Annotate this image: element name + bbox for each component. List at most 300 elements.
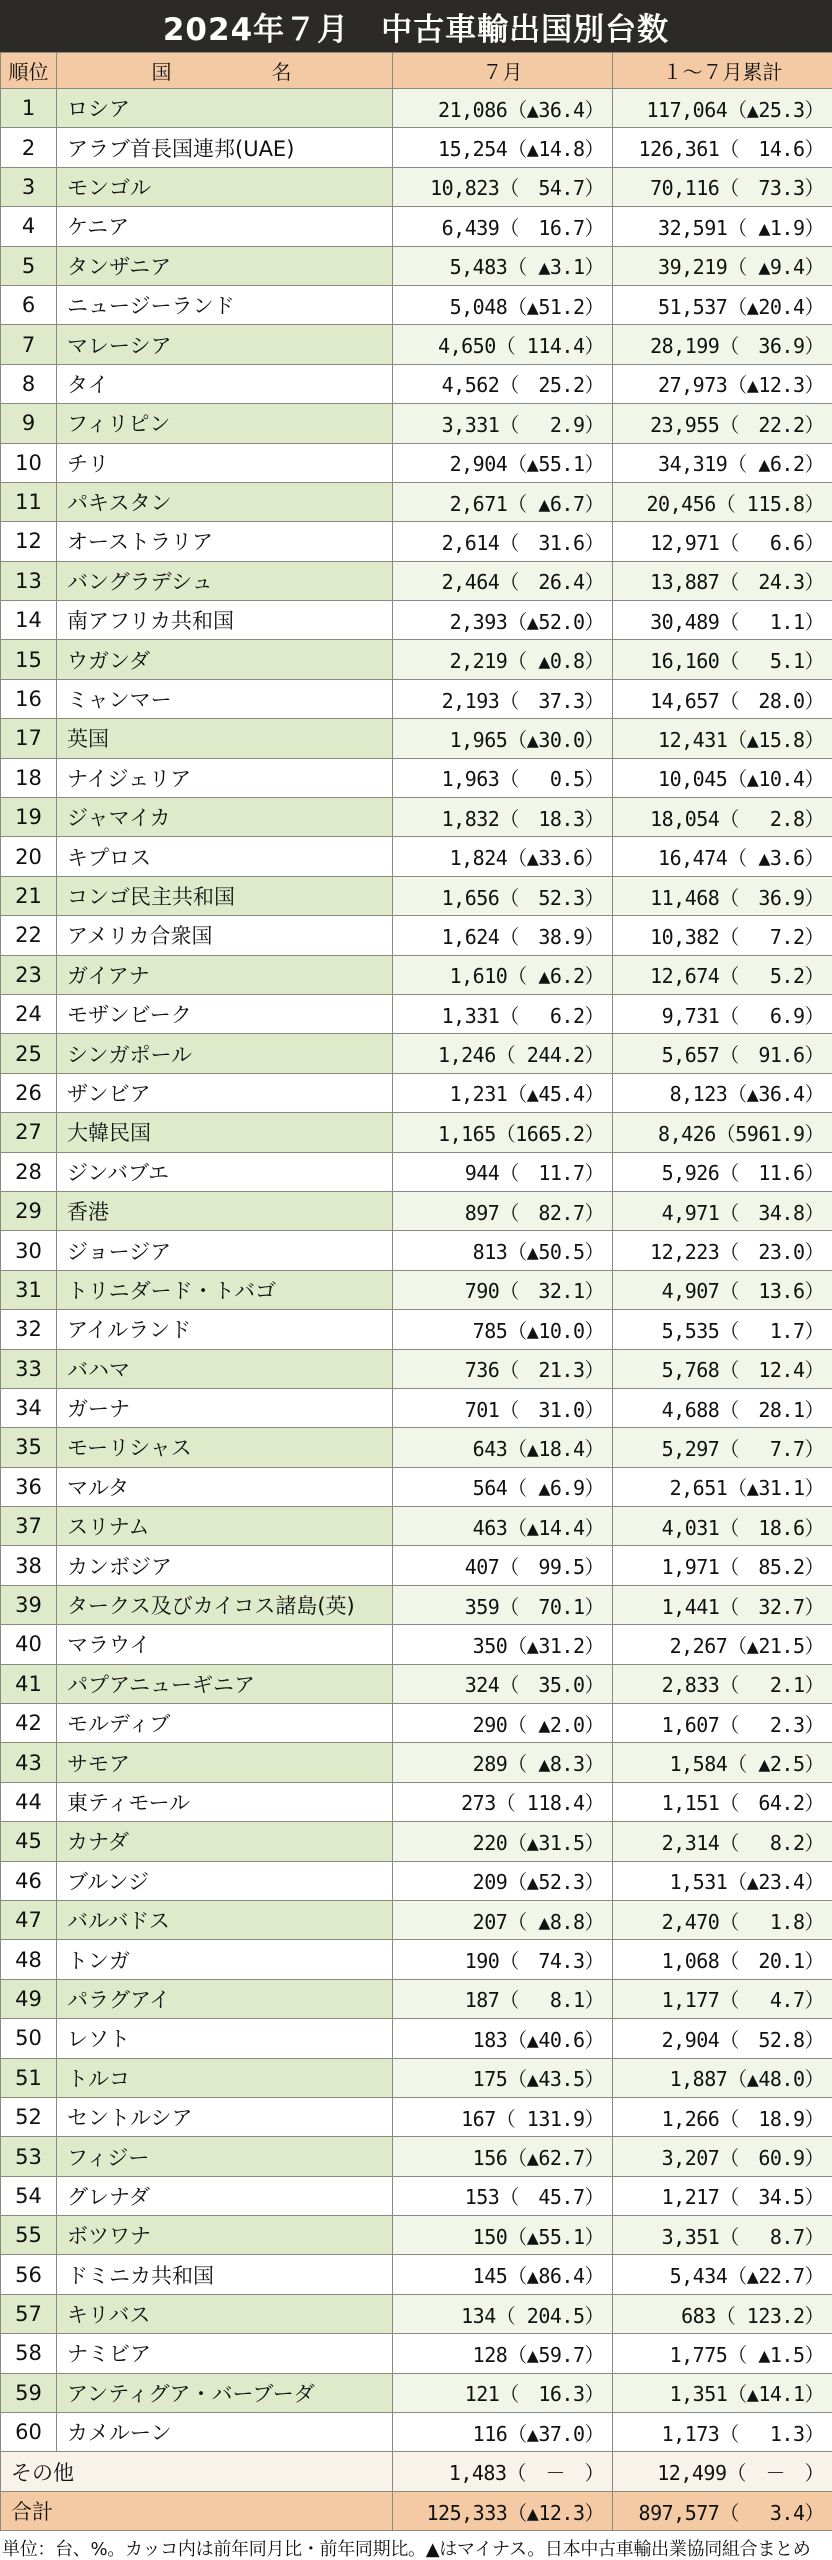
country-cell: パラグアイ bbox=[57, 1979, 393, 2018]
country-cell: マルタ bbox=[57, 1467, 393, 1506]
month-cell: 1,624（ 38.9） bbox=[393, 916, 613, 955]
table-row bbox=[1, 2334, 832, 2373]
rank-cell: 18 bbox=[1, 758, 57, 797]
country-cell: トンガ bbox=[57, 1940, 393, 1979]
country-cell: チリ bbox=[57, 443, 393, 482]
country-cell: マレーシア bbox=[57, 325, 393, 364]
cumulative-cell: 3,351（ 8.7） bbox=[613, 2216, 832, 2255]
table-row bbox=[1, 89, 832, 128]
table-row bbox=[1, 758, 832, 797]
table-row bbox=[1, 601, 832, 640]
cumulative-cell: 1,151（ 64.2） bbox=[613, 1782, 832, 1821]
table-body bbox=[1, 89, 832, 2452]
country-cell: タイ bbox=[57, 364, 393, 403]
month-cell: 289（ ▲8.3） bbox=[393, 1743, 613, 1782]
cumulative-cell: 5,535（ 1.7） bbox=[613, 1310, 832, 1349]
country-cell: トルコ bbox=[57, 2058, 393, 2097]
table-row bbox=[1, 1900, 832, 1939]
cumulative-cell: 4,907（ 13.6） bbox=[613, 1270, 832, 1309]
rank-cell: 37 bbox=[1, 1507, 57, 1546]
rank-cell: 47 bbox=[1, 1900, 57, 1939]
table-row bbox=[1, 994, 832, 1033]
country-cell: ロシア bbox=[57, 89, 393, 128]
rank-cell: 22 bbox=[1, 916, 57, 955]
header-country: 国 名 bbox=[57, 53, 393, 89]
cumulative-cell: 1,351（▲14.1） bbox=[613, 2373, 832, 2412]
table-row bbox=[1, 1979, 832, 2018]
table-row bbox=[1, 2058, 832, 2097]
cumulative-cell: 5,297（ 7.7） bbox=[613, 1428, 832, 1467]
month-cell: 1,656（ 52.3） bbox=[393, 876, 613, 915]
country-cell: スリナム bbox=[57, 1507, 393, 1546]
rank-cell: 50 bbox=[1, 2019, 57, 2058]
table-row bbox=[1, 1231, 832, 1270]
table-row bbox=[1, 128, 832, 167]
country-cell: フィリピン bbox=[57, 404, 393, 443]
cumulative-cell: 1,173（ 1.3） bbox=[613, 2413, 832, 2452]
country-cell: ジャマイカ bbox=[57, 798, 393, 837]
table-row bbox=[1, 246, 832, 285]
cumulative-cell: 1,266（ 18.9） bbox=[613, 2097, 832, 2136]
table-row bbox=[1, 719, 832, 758]
rank-cell: 39 bbox=[1, 1585, 57, 1624]
month-cell: 6,439（ 16.7） bbox=[393, 207, 613, 246]
country-cell: 香港 bbox=[57, 1191, 393, 1230]
month-cell: 220（▲31.5） bbox=[393, 1822, 613, 1861]
country-cell: タークス及びカイコス諸島(英) bbox=[57, 1585, 393, 1624]
month-cell: 463（▲14.4） bbox=[393, 1507, 613, 1546]
other-label: その他 bbox=[1, 2452, 393, 2491]
month-cell: 15,254（▲14.8） bbox=[393, 128, 613, 167]
rank-cell: 29 bbox=[1, 1191, 57, 1230]
table-header-row bbox=[1, 53, 832, 89]
country-cell: ミャンマー bbox=[57, 679, 393, 718]
country-cell: ジョージア bbox=[57, 1231, 393, 1270]
rank-cell: 46 bbox=[1, 1861, 57, 1900]
rank-cell: 26 bbox=[1, 1073, 57, 1112]
country-cell: マラウイ bbox=[57, 1625, 393, 1664]
table-row bbox=[1, 207, 832, 246]
table-row bbox=[1, 443, 832, 482]
country-cell: パプアニューギニア bbox=[57, 1664, 393, 1703]
rank-cell: 40 bbox=[1, 1625, 57, 1664]
cumulative-cell: 2,904（ 52.8） bbox=[613, 2019, 832, 2058]
table-row bbox=[1, 1664, 832, 1703]
rank-cell: 38 bbox=[1, 1546, 57, 1585]
country-cell: ザンビア bbox=[57, 1073, 393, 1112]
other-cumulative: 12,499（ － ） bbox=[613, 2452, 832, 2491]
month-cell: 134（ 204.5） bbox=[393, 2294, 613, 2333]
month-cell: 944（ 11.7） bbox=[393, 1152, 613, 1191]
cumulative-cell: 39,219（ ▲9.4） bbox=[613, 246, 832, 285]
month-cell: 1,165（1665.2） bbox=[393, 1113, 613, 1152]
month-cell: 4,562（ 25.2） bbox=[393, 364, 613, 403]
rank-cell: 3 bbox=[1, 167, 57, 206]
month-cell: 736（ 21.3） bbox=[393, 1349, 613, 1388]
table-row bbox=[1, 1428, 832, 1467]
month-cell: 121（ 16.3） bbox=[393, 2373, 613, 2412]
rank-cell: 58 bbox=[1, 2334, 57, 2373]
other-row bbox=[1, 2452, 832, 2491]
table-row bbox=[1, 1585, 832, 1624]
rank-cell: 4 bbox=[1, 207, 57, 246]
cumulative-cell: 18,054（ 2.8） bbox=[613, 798, 832, 837]
month-cell: 1,246（ 244.2） bbox=[393, 1034, 613, 1073]
table-row bbox=[1, 2137, 832, 2176]
table-row bbox=[1, 2294, 832, 2333]
rank-cell: 19 bbox=[1, 798, 57, 837]
cumulative-cell: 4,688（ 28.1） bbox=[613, 1388, 832, 1427]
table-row bbox=[1, 2413, 832, 2452]
month-cell: 209（▲52.3） bbox=[393, 1861, 613, 1900]
month-cell: 2,219（ ▲0.8） bbox=[393, 640, 613, 679]
rank-cell: 56 bbox=[1, 2255, 57, 2294]
cumulative-cell: 13,887（ 24.3） bbox=[613, 561, 832, 600]
month-cell: 153（ 45.7） bbox=[393, 2176, 613, 2215]
cumulative-cell: 12,674（ 5.2） bbox=[613, 955, 832, 994]
cumulative-cell: 34,319（ ▲6.2） bbox=[613, 443, 832, 482]
rank-cell: 2 bbox=[1, 128, 57, 167]
table-row bbox=[1, 2373, 832, 2412]
month-cell: 2,193（ 37.3） bbox=[393, 679, 613, 718]
month-cell: 156（▲62.7） bbox=[393, 2137, 613, 2176]
country-cell: カナダ bbox=[57, 1822, 393, 1861]
cumulative-cell: 16,160（ 5.1） bbox=[613, 640, 832, 679]
country-cell: シンガポール bbox=[57, 1034, 393, 1073]
cumulative-cell: 1,775（ ▲1.5） bbox=[613, 2334, 832, 2373]
rank-cell: 35 bbox=[1, 1428, 57, 1467]
cumulative-cell: 1,068（ 20.1） bbox=[613, 1940, 832, 1979]
month-cell: 359（ 70.1） bbox=[393, 1585, 613, 1624]
table-row bbox=[1, 1467, 832, 1506]
rank-cell: 20 bbox=[1, 837, 57, 876]
month-cell: 145（▲86.4） bbox=[393, 2255, 613, 2294]
rank-cell: 36 bbox=[1, 1467, 57, 1506]
country-cell: アンティグア・バーブーダ bbox=[57, 2373, 393, 2412]
table-row bbox=[1, 1861, 832, 1900]
rank-cell: 48 bbox=[1, 1940, 57, 1979]
country-cell: ナミビア bbox=[57, 2334, 393, 2373]
table-row bbox=[1, 1782, 832, 1821]
country-cell: モザンビーク bbox=[57, 994, 393, 1033]
cumulative-cell: 126,361（ 14.6） bbox=[613, 128, 832, 167]
header-cumulative: １～７月累計 bbox=[613, 53, 832, 89]
cumulative-cell: 2,314（ 8.2） bbox=[613, 1822, 832, 1861]
cumulative-cell: 1,177（ 4.7） bbox=[613, 1979, 832, 2018]
month-cell: 564（ ▲6.9） bbox=[393, 1467, 613, 1506]
table-row bbox=[1, 2255, 832, 2294]
rank-cell: 17 bbox=[1, 719, 57, 758]
rank-cell: 11 bbox=[1, 482, 57, 521]
country-cell: 東ティモール bbox=[57, 1782, 393, 1821]
cumulative-cell: 683（ 123.2） bbox=[613, 2294, 832, 2333]
table-row bbox=[1, 404, 832, 443]
table-row bbox=[1, 2176, 832, 2215]
cumulative-cell: 12,431（▲15.8） bbox=[613, 719, 832, 758]
month-cell: 290（ ▲2.0） bbox=[393, 1704, 613, 1743]
table-row bbox=[1, 1152, 832, 1191]
table-row bbox=[1, 1270, 832, 1309]
country-cell: ナイジェリア bbox=[57, 758, 393, 797]
month-cell: 2,464（ 26.4） bbox=[393, 561, 613, 600]
rank-cell: 55 bbox=[1, 2216, 57, 2255]
month-cell: 273（ 118.4） bbox=[393, 1782, 613, 1821]
month-cell: 128（▲59.7） bbox=[393, 2334, 613, 2373]
table-row bbox=[1, 1191, 832, 1230]
table-row bbox=[1, 1507, 832, 1546]
cumulative-cell: 12,223（ 23.0） bbox=[613, 1231, 832, 1270]
country-cell: アメリカ合衆国 bbox=[57, 916, 393, 955]
cumulative-cell: 51,537（▲20.4） bbox=[613, 285, 832, 324]
table-row bbox=[1, 1940, 832, 1979]
month-cell: 167（ 131.9） bbox=[393, 2097, 613, 2136]
other-month: 1,483（ － ） bbox=[393, 2452, 613, 2491]
cumulative-cell: 27,973（▲12.3） bbox=[613, 364, 832, 403]
table-row bbox=[1, 640, 832, 679]
cumulative-cell: 30,489（ 1.1） bbox=[613, 601, 832, 640]
cumulative-cell: 32,591（ ▲1.9） bbox=[613, 207, 832, 246]
month-cell: 897（ 82.7） bbox=[393, 1191, 613, 1230]
cumulative-cell: 16,474（ ▲3.6） bbox=[613, 837, 832, 876]
rank-cell: 27 bbox=[1, 1113, 57, 1152]
rank-cell: 24 bbox=[1, 994, 57, 1033]
rank-cell: 13 bbox=[1, 561, 57, 600]
cumulative-cell: 1,217（ 34.5） bbox=[613, 2176, 832, 2215]
cumulative-cell: 1,607（ 2.3） bbox=[613, 1704, 832, 1743]
rank-cell: 6 bbox=[1, 285, 57, 324]
month-cell: 207（ ▲8.8） bbox=[393, 1900, 613, 1939]
table-row bbox=[1, 1625, 832, 1664]
table-row bbox=[1, 1034, 832, 1073]
month-cell: 183（▲40.6） bbox=[393, 2019, 613, 2058]
cumulative-cell: 1,584（ ▲2.5） bbox=[613, 1743, 832, 1782]
country-cell: モンゴル bbox=[57, 167, 393, 206]
country-cell: パキスタン bbox=[57, 482, 393, 521]
table-row bbox=[1, 2216, 832, 2255]
month-cell: 2,671（ ▲6.7） bbox=[393, 482, 613, 521]
total-cumulative: 897,577（ 3.4） bbox=[613, 2491, 832, 2530]
rank-cell: 30 bbox=[1, 1231, 57, 1270]
country-cell: レソト bbox=[57, 2019, 393, 2058]
cumulative-cell: 2,470（ 1.8） bbox=[613, 1900, 832, 1939]
rank-cell: 1 bbox=[1, 89, 57, 128]
total-label: 合計 bbox=[1, 2491, 393, 2530]
cumulative-cell: 1,971（ 85.2） bbox=[613, 1546, 832, 1585]
rank-cell: 43 bbox=[1, 1743, 57, 1782]
table-row bbox=[1, 1546, 832, 1585]
rank-cell: 28 bbox=[1, 1152, 57, 1191]
country-cell: セントルシア bbox=[57, 2097, 393, 2136]
table-row bbox=[1, 522, 832, 561]
rank-cell: 25 bbox=[1, 1034, 57, 1073]
country-cell: モルディブ bbox=[57, 1704, 393, 1743]
country-cell: ウガンダ bbox=[57, 640, 393, 679]
table-row bbox=[1, 1073, 832, 1112]
month-cell: 21,086（▲36.4） bbox=[393, 89, 613, 128]
rank-cell: 42 bbox=[1, 1704, 57, 1743]
rank-cell: 7 bbox=[1, 325, 57, 364]
table-row bbox=[1, 798, 832, 837]
month-cell: 3,331（ 2.9） bbox=[393, 404, 613, 443]
country-cell: ガイアナ bbox=[57, 955, 393, 994]
table-row bbox=[1, 1113, 832, 1152]
country-cell: キプロス bbox=[57, 837, 393, 876]
cumulative-cell: 11,468（ 36.9） bbox=[613, 876, 832, 915]
month-cell: 1,231（▲45.4） bbox=[393, 1073, 613, 1112]
rank-cell: 8 bbox=[1, 364, 57, 403]
country-cell: ニュージーランド bbox=[57, 285, 393, 324]
country-cell: コンゴ民主共和国 bbox=[57, 876, 393, 915]
month-cell: 175（▲43.5） bbox=[393, 2058, 613, 2097]
rank-cell: 9 bbox=[1, 404, 57, 443]
rank-cell: 54 bbox=[1, 2176, 57, 2215]
cumulative-cell: 4,971（ 34.8） bbox=[613, 1191, 832, 1230]
month-cell: 2,904（▲55.1） bbox=[393, 443, 613, 482]
rank-cell: 45 bbox=[1, 1822, 57, 1861]
month-cell: 350（▲31.2） bbox=[393, 1625, 613, 1664]
rank-cell: 44 bbox=[1, 1782, 57, 1821]
rank-cell: 33 bbox=[1, 1349, 57, 1388]
country-cell: バングラデシュ bbox=[57, 561, 393, 600]
table-row bbox=[1, 364, 832, 403]
cumulative-cell: 4,031（ 18.6） bbox=[613, 1507, 832, 1546]
rank-cell: 14 bbox=[1, 601, 57, 640]
table-row bbox=[1, 955, 832, 994]
country-cell: バルバドス bbox=[57, 1900, 393, 1939]
cumulative-cell: 1,887（▲48.0） bbox=[613, 2058, 832, 2097]
rank-cell: 32 bbox=[1, 1310, 57, 1349]
month-cell: 813（▲50.5） bbox=[393, 1231, 613, 1270]
table-row bbox=[1, 1704, 832, 1743]
cumulative-cell: 12,971（ 6.6） bbox=[613, 522, 832, 561]
country-cell: ケニア bbox=[57, 207, 393, 246]
country-cell: 南アフリカ共和国 bbox=[57, 601, 393, 640]
month-cell: 5,483（ ▲3.1） bbox=[393, 246, 613, 285]
rank-cell: 34 bbox=[1, 1388, 57, 1427]
month-cell: 5,048（▲51.2） bbox=[393, 285, 613, 324]
country-cell: トリニダード・トバゴ bbox=[57, 1270, 393, 1309]
header-month: ７月 bbox=[393, 53, 613, 89]
cumulative-cell: 8,123（▲36.4） bbox=[613, 1073, 832, 1112]
country-cell: 英国 bbox=[57, 719, 393, 758]
table-row bbox=[1, 285, 832, 324]
month-cell: 150（▲55.1） bbox=[393, 2216, 613, 2255]
rank-cell: 15 bbox=[1, 640, 57, 679]
cumulative-cell: 3,207（ 60.9） bbox=[613, 2137, 832, 2176]
table-row bbox=[1, 1388, 832, 1427]
table-row bbox=[1, 2097, 832, 2136]
country-cell: タンザニア bbox=[57, 246, 393, 285]
cumulative-cell: 20,456（ 115.8） bbox=[613, 482, 832, 521]
month-cell: 1,610（ ▲6.2） bbox=[393, 955, 613, 994]
cumulative-cell: 5,434（▲22.7） bbox=[613, 2255, 832, 2294]
country-cell: キリバス bbox=[57, 2294, 393, 2333]
country-cell: カメルーン bbox=[57, 2413, 393, 2452]
month-cell: 4,650（ 114.4） bbox=[393, 325, 613, 364]
table-row bbox=[1, 916, 832, 955]
footnote: 単位：台、%。カッコ内は前年同月比・前年同期比。▲はマイナス。日本中古車輸出業協同組合まとめ bbox=[2, 2539, 811, 2560]
rank-cell: 52 bbox=[1, 2097, 57, 2136]
cumulative-cell: 1,441（ 32.7） bbox=[613, 1585, 832, 1624]
month-cell: 785（▲10.0） bbox=[393, 1310, 613, 1349]
cumulative-cell: 2,267（▲21.5） bbox=[613, 1625, 832, 1664]
table-row bbox=[1, 561, 832, 600]
table-row bbox=[1, 1310, 832, 1349]
table-row bbox=[1, 167, 832, 206]
country-cell: グレナダ bbox=[57, 2176, 393, 2215]
total-row bbox=[1, 2491, 832, 2530]
country-cell: モーリシャス bbox=[57, 1428, 393, 1467]
month-cell: 643（▲18.4） bbox=[393, 1428, 613, 1467]
cumulative-cell: 2,651（▲31.1） bbox=[613, 1467, 832, 1506]
month-cell: 1,331（ 6.2） bbox=[393, 994, 613, 1033]
table-row bbox=[1, 2019, 832, 2058]
table-row bbox=[1, 325, 832, 364]
month-cell: 187（ 8.1） bbox=[393, 1979, 613, 2018]
month-cell: 2,393（▲52.0） bbox=[393, 601, 613, 640]
country-cell: オーストラリア bbox=[57, 522, 393, 561]
rank-cell: 51 bbox=[1, 2058, 57, 2097]
cumulative-cell: 10,045（▲10.4） bbox=[613, 758, 832, 797]
country-cell: フィジー bbox=[57, 2137, 393, 2176]
cumulative-cell: 5,657（ 91.6） bbox=[613, 1034, 832, 1073]
table-row bbox=[1, 679, 832, 718]
cumulative-cell: 70,116（ 73.3） bbox=[613, 167, 832, 206]
rank-cell: 5 bbox=[1, 246, 57, 285]
month-cell: 1,963（ 0.5） bbox=[393, 758, 613, 797]
cumulative-cell: 23,955（ 22.2） bbox=[613, 404, 832, 443]
month-cell: 324（ 35.0） bbox=[393, 1664, 613, 1703]
cumulative-cell: 2,833（ 2.1） bbox=[613, 1664, 832, 1703]
table-row bbox=[1, 876, 832, 915]
month-cell: 1,832（ 18.3） bbox=[393, 798, 613, 837]
cumulative-cell: 8,426（5961.9） bbox=[613, 1113, 832, 1152]
rank-cell: 10 bbox=[1, 443, 57, 482]
month-cell: 790（ 32.1） bbox=[393, 1270, 613, 1309]
month-cell: 116（▲37.0） bbox=[393, 2413, 613, 2452]
cumulative-cell: 117,064（▲25.3） bbox=[613, 89, 832, 128]
country-cell: ジンバブエ bbox=[57, 1152, 393, 1191]
cumulative-cell: 28,199（ 36.9） bbox=[613, 325, 832, 364]
cumulative-cell: 5,768（ 12.4） bbox=[613, 1349, 832, 1388]
country-cell: ガーナ bbox=[57, 1388, 393, 1427]
month-cell: 701（ 31.0） bbox=[393, 1388, 613, 1427]
cumulative-cell: 10,382（ 7.2） bbox=[613, 916, 832, 955]
table-row bbox=[1, 1743, 832, 1782]
month-cell: 2,614（ 31.6） bbox=[393, 522, 613, 561]
rank-cell: 12 bbox=[1, 522, 57, 561]
month-cell: 190（ 74.3） bbox=[393, 1940, 613, 1979]
table-row bbox=[1, 837, 832, 876]
cumulative-cell: 9,731（ 6.9） bbox=[613, 994, 832, 1033]
cumulative-cell: 1,531（▲23.4） bbox=[613, 1861, 832, 1900]
rank-cell: 21 bbox=[1, 876, 57, 915]
rank-cell: 41 bbox=[1, 1664, 57, 1703]
rank-cell: 23 bbox=[1, 955, 57, 994]
rank-cell: 31 bbox=[1, 1270, 57, 1309]
country-cell: 大韓民国 bbox=[57, 1113, 393, 1152]
page-title: 2024年７月 中古車輸出国別台数 bbox=[0, 0, 832, 52]
month-cell: 10,823（ 54.7） bbox=[393, 167, 613, 206]
month-cell: 1,824（▲33.6） bbox=[393, 837, 613, 876]
rank-cell: 49 bbox=[1, 1979, 57, 2018]
country-cell: カンボジア bbox=[57, 1546, 393, 1585]
country-cell: ブルンジ bbox=[57, 1861, 393, 1900]
country-cell: バハマ bbox=[57, 1349, 393, 1388]
header-rank: 順位 bbox=[1, 53, 57, 89]
country-cell: アイルランド bbox=[57, 1310, 393, 1349]
rank-cell: 60 bbox=[1, 2413, 57, 2452]
